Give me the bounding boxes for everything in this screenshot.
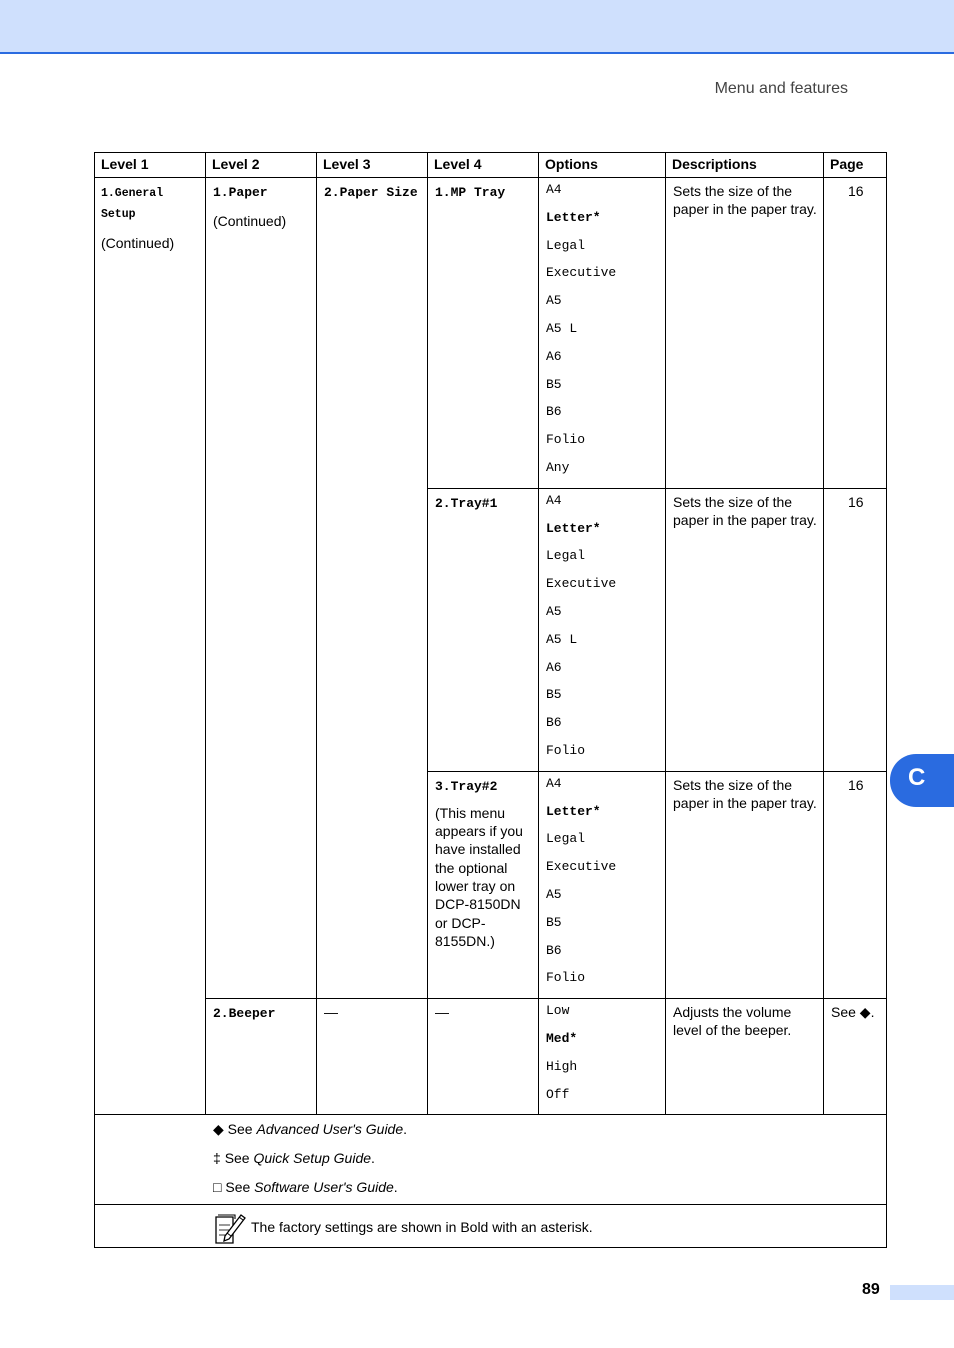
option-med-default: Med* xyxy=(546,1030,578,1046)
header-page: Page xyxy=(824,153,887,178)
option-a6: A6 xyxy=(546,659,562,675)
page-tray2: 16 xyxy=(848,776,864,793)
option-executive: Executive xyxy=(546,859,617,875)
double-dagger-icon: ‡ xyxy=(213,1150,221,1167)
level1-name: 1.General Setup xyxy=(101,187,164,221)
option-legal: Legal xyxy=(546,237,586,253)
description-tray1: Sets the size of the paper in the paper tray. xyxy=(673,493,817,529)
page-beeper: See ◆. xyxy=(831,1004,875,1021)
page-beeper-cell xyxy=(824,999,887,1115)
level4-beeper-dash: — xyxy=(435,1004,449,1021)
legend-advanced xyxy=(213,1120,886,1149)
option-b5: B5 xyxy=(546,687,562,703)
option-b5: B5 xyxy=(546,914,562,930)
square-icon: □ xyxy=(213,1179,222,1196)
legend-row xyxy=(95,1115,887,1205)
option-off: Off xyxy=(546,1086,570,1102)
option-b5: B5 xyxy=(546,376,562,392)
option-folio: Folio xyxy=(546,742,586,758)
description-beeper-cell xyxy=(666,999,824,1115)
level3-paper-size-cell xyxy=(317,178,428,999)
options-beeper-cell xyxy=(539,999,666,1115)
option-b6: B6 xyxy=(546,715,562,731)
option-legal: Legal xyxy=(546,831,586,847)
page-number-bar xyxy=(890,1285,954,1300)
option-letter-default: Letter* xyxy=(546,520,601,536)
description-tray1-cell xyxy=(666,488,824,771)
options-tray2-cell xyxy=(539,771,666,998)
option-a5: A5 xyxy=(546,886,562,902)
header-level4: Level 4 xyxy=(428,153,539,178)
header-level2: Level 2 xyxy=(206,153,317,178)
description-tray2-cell xyxy=(666,771,824,998)
option-low: Low xyxy=(546,1003,570,1019)
option-a5-l: A5 L xyxy=(546,631,578,647)
level3-paper-size: 2.Paper Size xyxy=(324,185,418,200)
level2-beeper: 2.Beeper xyxy=(213,1006,276,1022)
option-b6: B6 xyxy=(546,942,562,958)
option-letter-default: Letter* xyxy=(546,803,601,819)
legend-advanced-guide: Advanced User's Guide xyxy=(256,1121,404,1138)
option-folio: Folio xyxy=(546,970,586,986)
description-mp-tray-cell xyxy=(666,178,824,489)
description-mp-tray: Sets the size of the paper in the paper tray. xyxy=(673,183,817,218)
option-letter-default: Letter* xyxy=(546,209,601,225)
legend-software-guide: Software User's Guide xyxy=(254,1179,394,1196)
chapter-tab-letter: C xyxy=(908,764,926,791)
option-a4: A4 xyxy=(546,182,562,197)
option-a4: A4 xyxy=(546,775,562,791)
level3-beeper-dash: — xyxy=(324,1004,338,1021)
level1-continued: (Continued) xyxy=(101,235,175,251)
level4-mp-tray-cell xyxy=(428,178,539,489)
legend-software xyxy=(213,1178,886,1200)
chapter-tab xyxy=(890,754,954,807)
menu-table xyxy=(94,152,887,1248)
header-options: Options xyxy=(539,153,666,178)
option-b6: B6 xyxy=(546,404,562,420)
option-a4: A4 xyxy=(546,492,562,508)
option-high: High xyxy=(546,1058,578,1074)
option-a5-l: A5 L xyxy=(546,320,578,336)
description-beeper: Adjusts the volume level of the beeper. xyxy=(673,1004,792,1039)
note-text: The factory settings are shown in Bold with an asterisk. xyxy=(251,1219,593,1236)
level4-tray2: 3.Tray#2 xyxy=(435,778,498,794)
note-pencil-icon xyxy=(213,1211,247,1245)
header-descriptions: Descriptions xyxy=(666,153,824,178)
level3-beeper-cell xyxy=(317,999,428,1115)
legend-advanced-suffix: . xyxy=(403,1121,408,1138)
option-a5: A5 xyxy=(546,603,562,619)
level1-cell xyxy=(95,178,206,1115)
legend-software-suffix: . xyxy=(393,1179,398,1196)
option-a5: A5 xyxy=(546,293,562,309)
legend-cell xyxy=(95,1115,887,1205)
level4-tray1-cell xyxy=(428,488,539,771)
page-tray2-cell xyxy=(824,771,887,998)
level4-tray2-note: (This menu appears if you have installed the optional lower tray on DCP-8150DN or DCP-8155DN.) xyxy=(435,804,523,949)
legend xyxy=(95,1115,886,1204)
option-any: Any xyxy=(546,459,570,475)
diamond-icon: ◆ xyxy=(213,1121,224,1138)
top-banner xyxy=(0,0,954,54)
note-row xyxy=(95,1205,887,1248)
option-folio: Folio xyxy=(546,432,586,448)
legend-software-prefix: See xyxy=(225,1179,255,1196)
note-cell xyxy=(95,1205,887,1248)
level2-paper-name: 1.Paper xyxy=(213,185,268,200)
table-row-mp-tray xyxy=(95,178,887,489)
page-mp-tray: 16 xyxy=(848,183,864,199)
level4-beeper-cell xyxy=(428,999,539,1115)
level4-tray1: 2.Tray#1 xyxy=(435,495,498,511)
options-tray1-cell xyxy=(539,488,666,771)
table-row-beeper xyxy=(95,999,887,1115)
page-tray1-cell xyxy=(824,488,887,771)
options-mp-tray-cell xyxy=(539,178,666,489)
option-executive: Executive xyxy=(546,576,617,592)
option-a6: A6 xyxy=(546,348,562,364)
header-level3: Level 3 xyxy=(317,153,428,178)
level4-mp-tray: 1.MP Tray xyxy=(435,185,506,200)
header-title: Menu and features xyxy=(714,80,848,97)
page-mp-tray-cell xyxy=(824,178,887,489)
legend-quick-guide: Quick Setup Guide xyxy=(253,1150,372,1167)
legend-advanced-prefix: See xyxy=(227,1121,257,1138)
legend-quick xyxy=(213,1149,886,1178)
option-executive: Executive xyxy=(546,265,617,281)
page-number: 89 xyxy=(862,1281,880,1298)
table-header-row xyxy=(95,153,887,178)
level2-paper-cell xyxy=(206,178,317,999)
level2-paper-continued: (Continued) xyxy=(213,213,287,229)
level2-beeper-cell xyxy=(206,999,317,1115)
description-tray2: Sets the size of the paper in the paper tray. xyxy=(673,776,817,812)
header-level1: Level 1 xyxy=(95,153,206,178)
legend-quick-prefix: See xyxy=(224,1150,254,1167)
level4-tray2-cell xyxy=(428,771,539,998)
option-legal: Legal xyxy=(546,548,586,564)
legend-quick-suffix: . xyxy=(371,1150,375,1167)
page-tray1: 16 xyxy=(848,493,864,510)
